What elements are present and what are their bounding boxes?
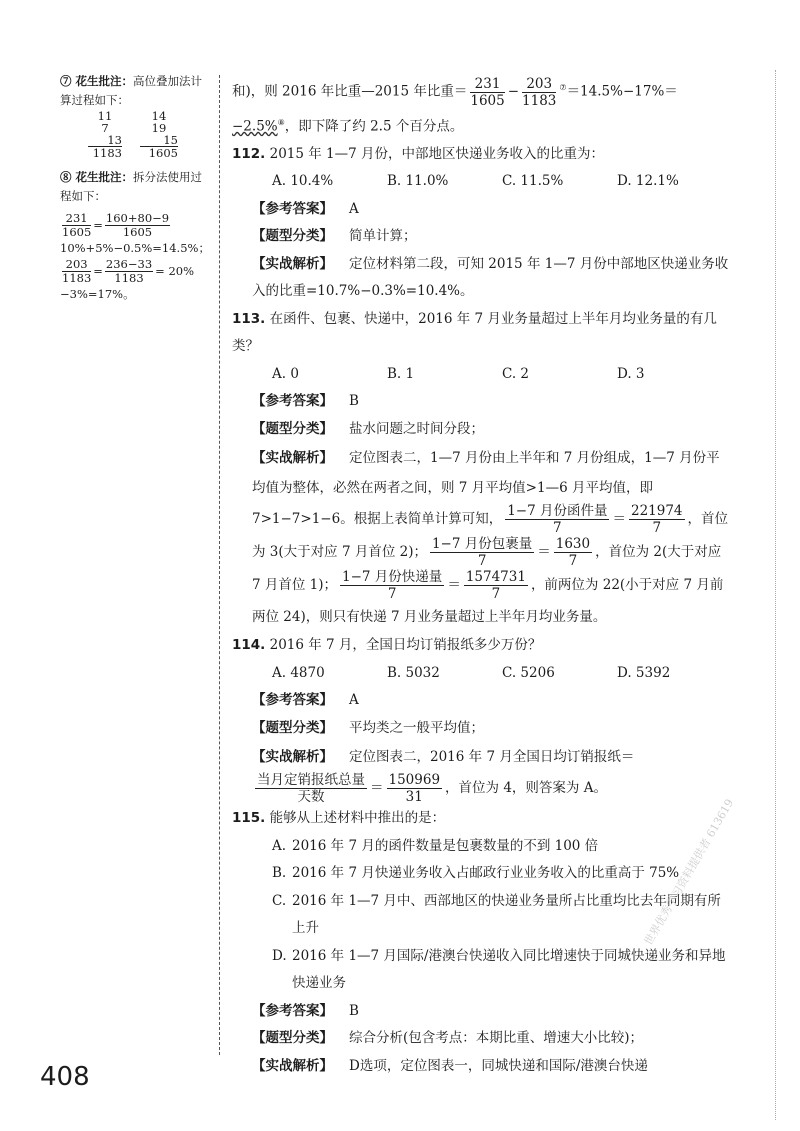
type-113 <box>232 416 732 444</box>
split-line-1 <box>60 212 210 239</box>
analysis-113 <box>232 443 732 632</box>
option-text: 2016 年 7 月的函件数量是包裹数量的不到 100 倍 <box>292 837 599 854</box>
frac-parcel-value <box>554 536 592 569</box>
frac-num: 1574731 <box>465 569 526 585</box>
option-c: C. 11.5% <box>502 173 564 189</box>
question-number: 112. <box>232 145 266 162</box>
stack-asum: 1183 <box>92 146 122 160</box>
frac-num: 231 <box>470 76 504 93</box>
stack-a3: 13 <box>88 134 122 147</box>
question-stem: 在函件、包裹、快递中，2016 年 7 月业务量超过上半年月均业务量的有几类？ <box>232 310 717 354</box>
split-line-2-tail: = 20% <box>155 264 195 278</box>
frac-den: 7 <box>568 553 578 569</box>
question-number: 113. <box>232 310 266 327</box>
frac-total <box>255 772 367 805</box>
frac-den: 7 <box>387 586 397 602</box>
frac-parcel <box>430 536 534 569</box>
frac-den: 7 <box>477 553 487 569</box>
analysis-text-2: ，首位为 4，则答案为 A。 <box>445 780 607 796</box>
eq-sign: ＝ <box>537 544 551 560</box>
frac-num: 当月定销报纸总量 <box>257 772 365 788</box>
stack-a1: 11 <box>97 109 113 123</box>
type-tag: 【题型分类】 <box>252 228 333 244</box>
frac-mail <box>505 503 609 536</box>
option-letter: B. <box>272 865 287 881</box>
question-113 <box>232 306 732 361</box>
answer-tag: 【参考答案】 <box>252 1002 333 1019</box>
column-divider <box>219 75 220 1055</box>
option-c: C. 2 <box>502 365 530 382</box>
option-b: B. 1 <box>387 365 415 382</box>
frac-express <box>340 569 444 602</box>
question-number: 114. <box>232 637 266 653</box>
option-a <box>272 833 732 861</box>
frac-num: 160+80−9 <box>105 211 170 225</box>
footnote-ref-8: ⑧ <box>277 117 285 127</box>
option-a: A. 4870 <box>272 664 325 681</box>
frac-den: 7 <box>553 520 562 536</box>
analysis-tag: 【实战解析】 <box>252 1057 333 1074</box>
stack-a2: 7 <box>101 121 109 135</box>
sidebar-notes <box>60 72 210 304</box>
answer-value: B <box>349 1002 359 1019</box>
eq-sign: ＝ <box>612 511 626 527</box>
type-115 <box>232 1025 732 1053</box>
analysis-tag: 【实战解析】 <box>252 255 333 272</box>
option-c: C. 5206 <box>502 664 555 681</box>
margin-rule <box>775 70 776 1120</box>
question-112 <box>232 141 732 169</box>
note-7 <box>60 72 210 110</box>
split-line-2 <box>60 258 210 285</box>
frac-den: 1605 <box>62 225 92 239</box>
answer-tag: 【参考答案】 <box>252 200 333 217</box>
answer-value: B <box>349 393 359 409</box>
eq-sign: = <box>93 264 103 278</box>
frac-num: 203 <box>62 258 91 272</box>
sb-frac-1 <box>62 212 91 239</box>
split-line-2-rest: −3%=17%。 <box>60 287 135 301</box>
frac-den: 天数 <box>297 789 325 805</box>
answer-value: A <box>349 692 359 708</box>
watermark: 世界优秀学习资料提供者 613619 <box>641 796 737 948</box>
split-line-1-rest: 10%+5%−0.5%=14.5%； <box>60 241 210 255</box>
answer-tag: 【参考答案】 <box>252 692 333 708</box>
intro-frac-2 <box>522 76 556 109</box>
option-b: B. 11.0% <box>387 173 449 189</box>
option-letter: C. <box>272 892 287 909</box>
options-114 <box>232 660 732 688</box>
stack-b3: 15 <box>140 134 178 147</box>
option-text: 2016 年 7 月快递业务收入占邮政行业业务收入的比重高于 75% <box>292 865 680 881</box>
eq-sign: ＝ <box>370 780 384 796</box>
sb-frac-3 <box>62 258 91 285</box>
question-stem: 2016 年 7 月，全国日均订销报纸多少万份？ <box>269 637 542 653</box>
intro-text-1: 和)，则 2016 年比重—2015 年比重＝ <box>232 83 468 100</box>
frac-den: 31 <box>405 789 423 805</box>
frac-num: 1−7 月份包裹量 <box>431 536 533 552</box>
analysis-text-1: 定位图表二，2016 年 7 月全国日均订销报纸＝ <box>349 749 635 765</box>
intro-text-4: ，即下降了约 2.5 个百分点。 <box>284 118 464 134</box>
stack-b2: 19 <box>151 121 167 135</box>
intro-text-2: ＝14.5%−17%＝ <box>566 83 678 100</box>
option-a: A. 0 <box>272 365 299 382</box>
option-text: 2016 年 1—7 月中、西部地区的快递业务量所占比重均比去年同期有所上升 <box>292 892 721 936</box>
stack-b1: 14 <box>151 109 167 123</box>
frac-num: 203 <box>522 76 556 93</box>
option-d <box>272 943 732 998</box>
option-letter: A. <box>272 837 287 854</box>
sb-frac-4 <box>105 258 153 285</box>
footnote-ref-7: ⑦ <box>559 83 567 92</box>
type-tag: 【题型分类】 <box>252 420 333 437</box>
analysis-text-2: ，首位为 3(大于对应 7 月首位 2)； <box>252 511 729 560</box>
frac-num: 221974 <box>630 503 683 519</box>
frac-den: 1183 <box>62 271 92 285</box>
note-7-head: ⑦ 花生批注： <box>60 74 134 88</box>
eq-sign: ＝ <box>447 577 461 593</box>
analysis-text-4: ，前两位为 22(小于对应 7 月前两位 24)，则只有快递 7 月业务量超过上半年月均业务量。 <box>252 577 724 625</box>
answer-tag: 【参考答案】 <box>252 393 333 409</box>
option-letter: D. <box>272 947 287 964</box>
analysis-114 <box>232 742 732 805</box>
type-value: 综合分析(包含考点：本期比重、增速大小比较)； <box>349 1030 644 1046</box>
addition-stack <box>60 110 210 168</box>
analysis-text: 定位材料第二段，可知 2015 年 1—7 月份中部地区快递业务收入的比重=10.7%−0.3%=10.4%。 <box>252 255 729 299</box>
frac-num: 231 <box>62 212 91 226</box>
frac-num: 236−33 <box>105 257 153 271</box>
options-113 <box>232 361 732 389</box>
intro-paragraph <box>232 74 732 141</box>
note-8 <box>60 168 210 206</box>
analysis-112 <box>232 251 732 306</box>
option-b: B. 5032 <box>387 664 440 681</box>
type-114 <box>232 715 732 743</box>
type-112 <box>232 223 732 251</box>
answer-115 <box>232 998 732 1026</box>
type-value: 简单计算； <box>349 228 417 244</box>
option-text: 2016 年 1—7 月国际/港澳台快递收入同比增速快于同城快递业务和异地快递业务 <box>292 947 726 991</box>
frac-num: 150969 <box>388 772 441 788</box>
analysis-tag: 【实战解析】 <box>252 749 333 765</box>
option-d: D. 5392 <box>617 664 671 681</box>
answer-112 <box>232 196 732 224</box>
intro-frac-1 <box>470 76 504 109</box>
answer-value: A <box>349 200 359 217</box>
question-stem: 2015 年 1—7 月份，中部地区快递业务收入的比重为： <box>269 145 605 162</box>
question-number: 115. <box>232 810 266 826</box>
note-7-text: 高位叠加法计算过程如下： <box>60 74 203 107</box>
question-115 <box>232 805 732 833</box>
frac-total-value <box>387 772 443 805</box>
type-tag: 【题型分类】 <box>252 1030 333 1046</box>
option-b <box>272 860 732 888</box>
frac-den: 7 <box>652 520 662 536</box>
question-stem: 能够从上述材料中推出的是： <box>269 810 446 826</box>
answer-113 <box>232 388 732 416</box>
frac-num: 1−7 月份函件量 <box>507 503 608 519</box>
frac-num: 1−7 月份快递量 <box>342 569 443 585</box>
analysis-text-1: 定位图表二，1—7 月份由上半年和 7 月份组成，1—7 月份平均值为整体，必然在两者之间，则 7 月平均值>1—6 月平均值，即 7>1−7>1−6。根据上表简单计算可知， <box>252 450 720 527</box>
frac-den: 1183 <box>522 92 557 109</box>
sb-frac-2 <box>105 212 170 239</box>
analysis-115 <box>232 1053 732 1081</box>
option-a: A. 10.4% <box>272 173 334 189</box>
frac-mail-value <box>629 503 685 536</box>
type-tag: 【题型分类】 <box>252 719 333 736</box>
page-number: 408 <box>40 1062 90 1092</box>
option-d: D. 12.1% <box>617 173 679 189</box>
frac-den: 7 <box>491 586 501 602</box>
eq-sign: = <box>93 218 103 232</box>
note-8-head: ⑧ 花生批注： <box>60 170 134 184</box>
answer-114 <box>232 687 732 715</box>
analysis-text: D选项，定位图表一，同城快递和国际/港澳台快递 <box>349 1057 648 1074</box>
analysis-tag: 【实战解析】 <box>252 450 333 466</box>
frac-express-value <box>464 569 528 602</box>
question-114 <box>232 632 732 660</box>
frac-den: 1605 <box>470 92 505 109</box>
frac-den: 1183 <box>114 271 144 285</box>
intro-result: −2.5% <box>232 118 278 134</box>
note-8-text: 拆分法使用过程如下： <box>60 170 203 203</box>
options-112 <box>232 168 732 196</box>
option-d: D. 3 <box>617 365 645 382</box>
analysis-text-3: ，首位为 2(大于对应 7 月首位 1)； <box>252 544 722 593</box>
frac-num: 1630 <box>555 536 591 552</box>
frac-den: 1605 <box>122 225 153 239</box>
minus-sign: − <box>507 83 520 100</box>
type-value: 平均类之一般平均值； <box>349 719 484 736</box>
type-value: 盐水问题之时间分段； <box>349 420 484 437</box>
stack-bsum: 1605 <box>148 146 178 160</box>
